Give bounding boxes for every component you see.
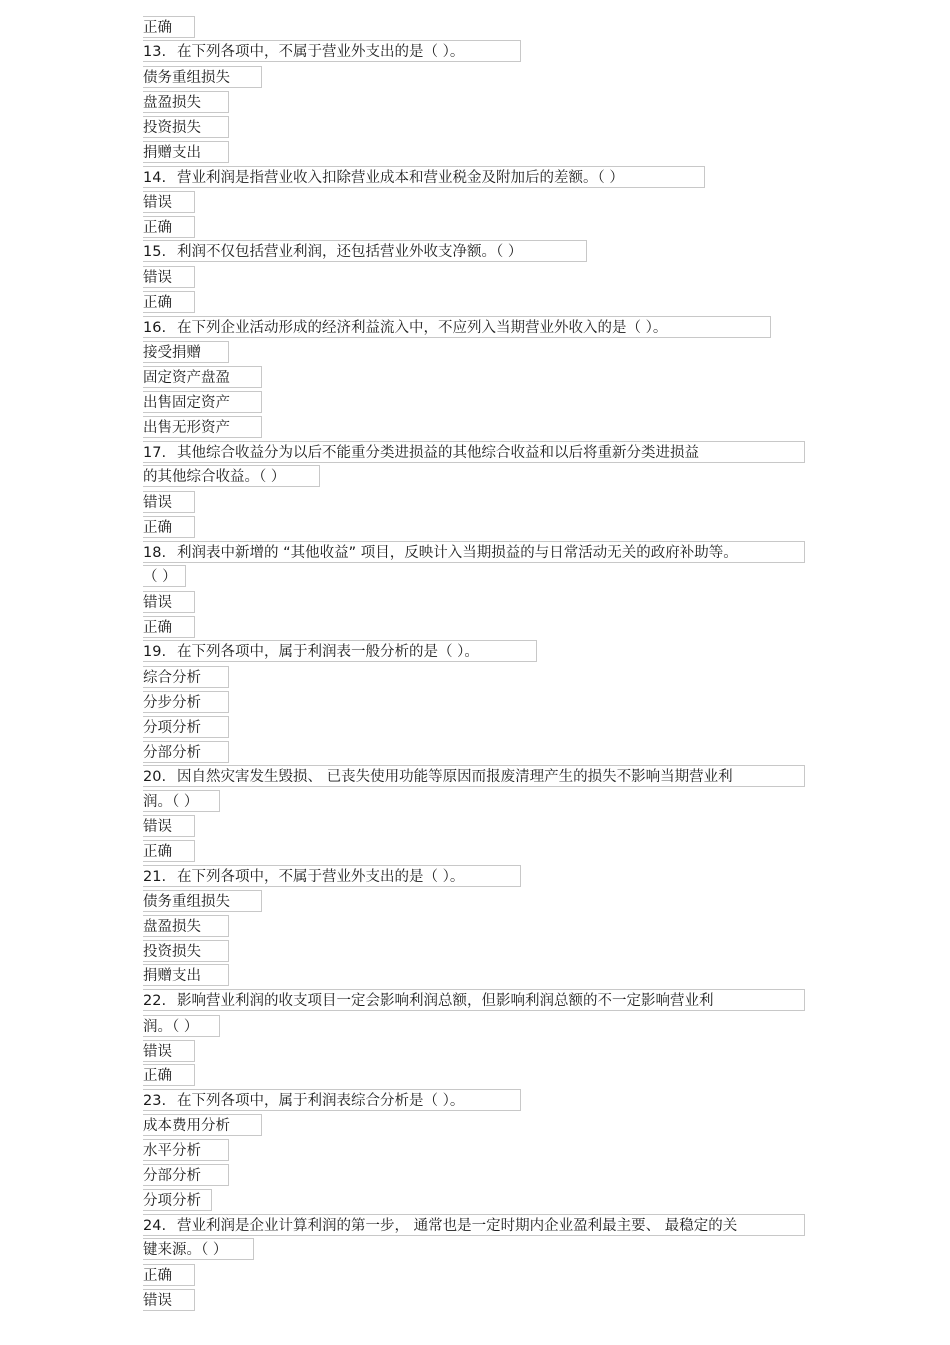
answer-option-line[interactable]: [143, 91, 229, 113]
answer-option-line[interactable]: [143, 591, 195, 613]
answer-option-line[interactable]: [143, 1015, 220, 1037]
option-text: 正确: [143, 20, 172, 36]
answer-option-line[interactable]: [143, 815, 195, 837]
answer-option-line[interactable]: [143, 1264, 195, 1286]
question-line: [143, 989, 805, 1011]
option-text: 出售无形资产: [143, 420, 230, 436]
option-text: （ ）: [143, 569, 177, 585]
question-number: 16.: [143, 320, 167, 336]
answer-option-line[interactable]: [143, 266, 195, 288]
option-text: 盘盈损失: [143, 95, 201, 111]
option-text: 债务重组损失: [143, 70, 230, 86]
answer-option-line[interactable]: [143, 291, 195, 313]
question-number: 17.: [143, 445, 167, 461]
question-text: 利润不仅包括营业利润，还包括营业外收支净额。（ ）: [177, 244, 523, 260]
question-text: 在下列各项中，不属于营业外支出的是（ ）。: [177, 869, 465, 885]
answer-option-line[interactable]: [143, 341, 229, 363]
option-text: 正确: [143, 220, 172, 236]
option-text: 润。（ ）: [143, 1019, 199, 1035]
question-line: [143, 40, 521, 62]
question-line: [143, 441, 805, 463]
answer-option-line[interactable]: [143, 691, 229, 713]
question-text: 影响营业利润的收支项目一定会影响利润总额，但影响利润总额的不一定影响营业利: [177, 993, 714, 1009]
answer-option-line[interactable]: [143, 416, 262, 438]
option-text: 盘盈损失: [143, 919, 201, 935]
question-line: [143, 1089, 521, 1111]
question-text: 营业利润是企业计算利润的第一步， 通常也是一定时期内企业盈利最主要、 最稳定的关: [177, 1218, 738, 1234]
question-text: 在下列企业活动形成的经济利益流入中，不应列入当期营业外收入的是（ ）。: [177, 320, 668, 336]
answer-option-line[interactable]: [143, 1164, 229, 1186]
question-line: [143, 316, 771, 338]
option-text: 错误: [143, 270, 172, 286]
answer-option-line[interactable]: [143, 191, 195, 213]
question-number: 15.: [143, 244, 167, 260]
answer-option-line[interactable]: [143, 716, 229, 738]
answer-option-line[interactable]: [143, 1238, 254, 1260]
option-text: 键来源。（ ）: [143, 1242, 228, 1258]
option-text: 错误: [143, 1044, 172, 1060]
answer-option-line[interactable]: [143, 391, 262, 413]
answer-option-line[interactable]: [143, 1289, 195, 1311]
question-line: [143, 765, 805, 787]
option-text: 正确: [143, 295, 172, 311]
answer-option-line[interactable]: [143, 66, 262, 88]
option-text: 分部分析: [143, 745, 201, 761]
question-line: [143, 541, 805, 563]
answer-option-line[interactable]: [143, 116, 229, 138]
question-line: [143, 240, 587, 262]
answer-option-line[interactable]: [143, 741, 229, 763]
question-number: 21.: [143, 869, 167, 885]
option-text: 错误: [143, 495, 172, 511]
option-text: 投资损失: [143, 120, 201, 136]
answer-option-line[interactable]: [143, 890, 262, 912]
question-line: [143, 1214, 805, 1236]
question-line: [143, 640, 537, 662]
answer-option-line[interactable]: [143, 141, 229, 163]
question-text: 因自然灾害发生毁损、 已丧失使用功能等原因而报废清理产生的损失不影响当期营业利: [177, 769, 733, 785]
answer-option-line[interactable]: [143, 790, 220, 812]
option-text: 固定资产盘盈: [143, 370, 230, 386]
question-number: 18.: [143, 545, 167, 561]
answer-option-line[interactable]: [143, 964, 229, 986]
answer-option-line[interactable]: [143, 216, 195, 238]
option-text: 综合分析: [143, 670, 201, 686]
answer-option-line[interactable]: [143, 915, 229, 937]
answer-option-line[interactable]: [143, 1139, 229, 1161]
option-text: 的其他综合收益。（ ）: [143, 469, 286, 485]
option-text: 接受捐赠: [143, 345, 201, 361]
answer-option-line[interactable]: [143, 516, 195, 538]
option-text: 分部分析: [143, 1168, 201, 1184]
answer-option-line[interactable]: [143, 1114, 262, 1136]
option-text: 错误: [143, 195, 172, 211]
question-line: [143, 865, 521, 887]
question-text: 在下列各项中，不属于营业外支出的是（ ）。: [177, 44, 465, 60]
question-number: 20.: [143, 769, 167, 785]
option-text: 错误: [143, 819, 172, 835]
option-text: 正确: [143, 520, 172, 536]
question-text: 利润表中新增的 “其他收益” 项目，反映计入当期损益的与日常活动无关的政府补助等。: [177, 545, 738, 561]
answer-option-line[interactable]: [143, 840, 195, 862]
question-text: 在下列各项中，属于利润表综合分析是（ ）。: [177, 1093, 465, 1109]
option-text: 分项分析: [143, 1193, 201, 1209]
question-number: 13.: [143, 44, 167, 60]
answer-option-line[interactable]: [143, 565, 186, 587]
answer-option-line[interactable]: [143, 366, 262, 388]
option-text: 捐赠支出: [143, 968, 201, 984]
question-text: 营业利润是指营业收入扣除营业成本和营业税金及附加后的差额。（ ）: [177, 170, 624, 186]
answer-option-line[interactable]: [143, 465, 320, 487]
answer-option-line[interactable]: [143, 491, 195, 513]
option-text: 成本费用分析: [143, 1118, 230, 1134]
option-text: 错误: [143, 1293, 172, 1309]
question-number: 22.: [143, 993, 167, 1009]
option-text: 出售固定资产: [143, 395, 230, 411]
option-text: 润。（ ）: [143, 794, 199, 810]
option-text: 正确: [143, 1268, 172, 1284]
question-line: [143, 166, 705, 188]
option-text: 投资损失: [143, 944, 201, 960]
question-text: 其他综合收益分为以后不能重分类进损益的其他综合收益和以后将重新分类进损益: [177, 445, 699, 461]
answer-option-line[interactable]: [143, 16, 195, 38]
option-text: 正确: [143, 844, 172, 860]
question-number: 14.: [143, 170, 167, 186]
option-text: 债务重组损失: [143, 894, 230, 910]
answer-option-line[interactable]: [143, 666, 229, 688]
option-text: 正确: [143, 1068, 172, 1084]
option-text: 正确: [143, 620, 172, 636]
option-text: 捐赠支出: [143, 145, 201, 161]
answer-option-line[interactable]: [143, 1064, 195, 1086]
answer-option-line[interactable]: [143, 1189, 212, 1211]
answer-option-line[interactable]: [143, 1040, 195, 1062]
question-number: 19.: [143, 644, 167, 660]
option-text: 分项分析: [143, 720, 201, 736]
question-number: 24.: [143, 1218, 167, 1234]
question-text: 在下列各项中，属于利润表一般分析的是（ ）。: [177, 644, 479, 660]
answer-option-line[interactable]: [143, 616, 195, 638]
option-text: 分步分析: [143, 695, 201, 711]
option-text: 水平分析: [143, 1143, 201, 1159]
question-number: 23.: [143, 1093, 167, 1109]
option-text: 错误: [143, 595, 172, 611]
answer-option-line[interactable]: [143, 940, 229, 962]
